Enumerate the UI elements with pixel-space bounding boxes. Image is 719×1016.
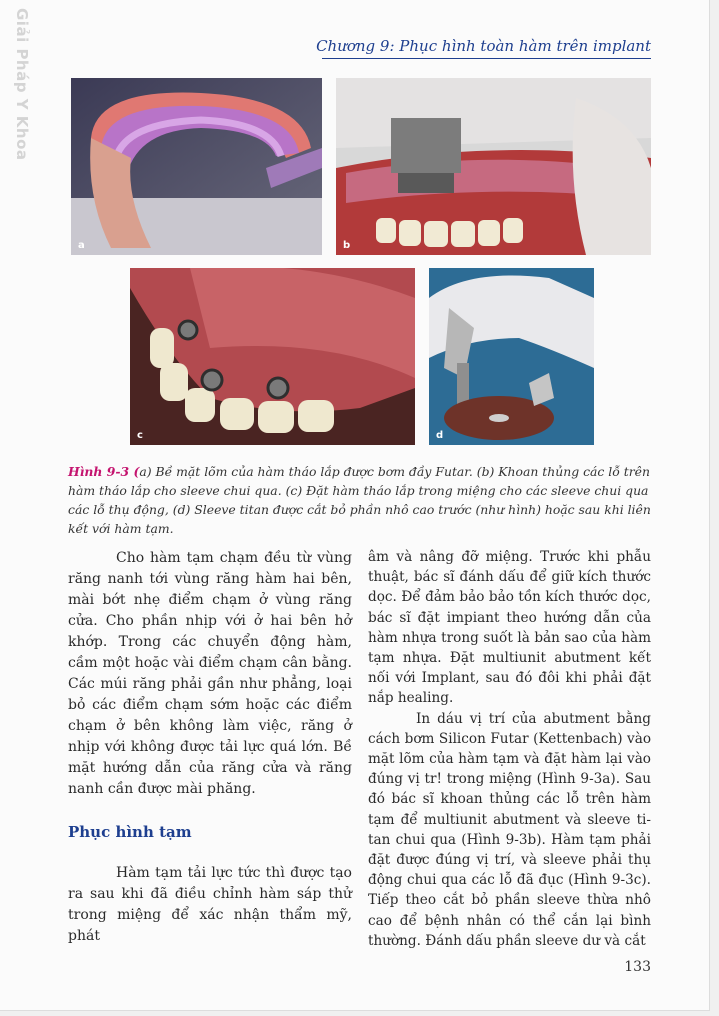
denture-impression-photo xyxy=(71,78,322,255)
panel-label-c: c xyxy=(137,430,143,441)
left-paragraph-1: Cho hàm tạm chạm đều từ vùng răng nanh tới vùng răng hàm hai bên, mài bớt nhẹ điểm chạm ở vùng răng cửa. Cho phần nhịp với ở hai bên hở khớp. Trong các chuyển động hàm, cầm một hoặc vài điểm chạm cân bằng. Các múi răng phải gần như phẳng, loại bỏ các điểm chạm sớm hoặc các điểm chạm ở bên không làm việc, răng ở nhịp với không được tải lực quá lớn. Bề mặt hướng dẫn của răng cửa và răng nanh cần được mài phăng. xyxy=(68,550,352,797)
figure-caption xyxy=(68,462,654,538)
panel-label-d: d xyxy=(436,430,444,441)
section-heading: Phục hình tạm xyxy=(68,823,192,841)
right-paragraph-1: âm và nâng đỡ miệng. Trước khi phẫu thuật, bác sĩ đánh dấu để giữ kích thước dọc. Để đảm bảo bảo tồn kích thước dọc, bác sĩ đặt impiant theo hướng dẫn của hàm nhựa trong suốt là bản sao của hàm tạm nhựa. Đặt multiunit abutment kết nối với Implant, sau đó đôi khi phải đặt nắp healing. xyxy=(368,549,651,707)
caption-lead: Hình 9-3 ( xyxy=(68,464,140,479)
page-number: 133 xyxy=(624,959,651,975)
watermark: Giải Pháp Y Khoa xyxy=(13,8,31,161)
figure-photo-a xyxy=(71,78,322,255)
right-column xyxy=(368,547,651,951)
sleeve-cutting-photo xyxy=(429,268,594,445)
figure-photo-c xyxy=(130,268,415,445)
left-column xyxy=(68,548,352,947)
panel-label-b: b xyxy=(343,240,351,251)
figure-photo-b xyxy=(336,78,651,255)
drilling-denture-photo xyxy=(336,78,651,255)
left-paragraph-2: Hàm tạm tải lực tức thì được tạo ra sau khi đã điều chỉnh hàm sáp thử trong miệng để xác nhận thẩm mỹ, phát xyxy=(68,865,352,944)
panel-label-a: a xyxy=(78,240,85,251)
right-paragraph-2: In dáu vị trí của abutment bằng cách bơm Silicon Futar (Kettenbach) vào mặt lõm của hàm tạm và đặt hàm lại vào đúng vị tr! trong miệng (Hình 9-3a). Sau đó bác sĩ khoan thủng các lỗ trên hàm tạm để multiunit abutment và sleeve ti-tan chui qua (Hình 9-3b). Hàm tạm phải đặt được đúng vị trí, và sleeve phải thụ động chui qua các lỗ đã đục (Hình 9-3c). Tiếp theo cắt bỏ phần sleeve thừa nhô cao để bệnh nhân có thể cắn lại bình thường. Đánh dấu phần sleeve dư và cắt xyxy=(368,710,651,949)
header-rule xyxy=(322,58,651,59)
figure-photo-d xyxy=(429,268,594,445)
caption-text: a) Bề mặt lõm của hàm tháo lắp được bơm đầy Futar. (b) Khoan thủng các lỗ trên hàm tháo lắp cho sleeve chui qua. (c) Đặt hàm tháo lắp trong miệng cho các sleeve chui qua các lỗ thụ động, (d) Sleeve titan được cắt bỏ phần nhô cao trước (như hình) hoặc sau khi liên kết với hàm tạm. xyxy=(68,464,651,536)
mouth-implants-photo xyxy=(130,268,415,445)
chapter-header: Chương 9: Phục hình toàn hàm trên implant xyxy=(316,37,651,55)
